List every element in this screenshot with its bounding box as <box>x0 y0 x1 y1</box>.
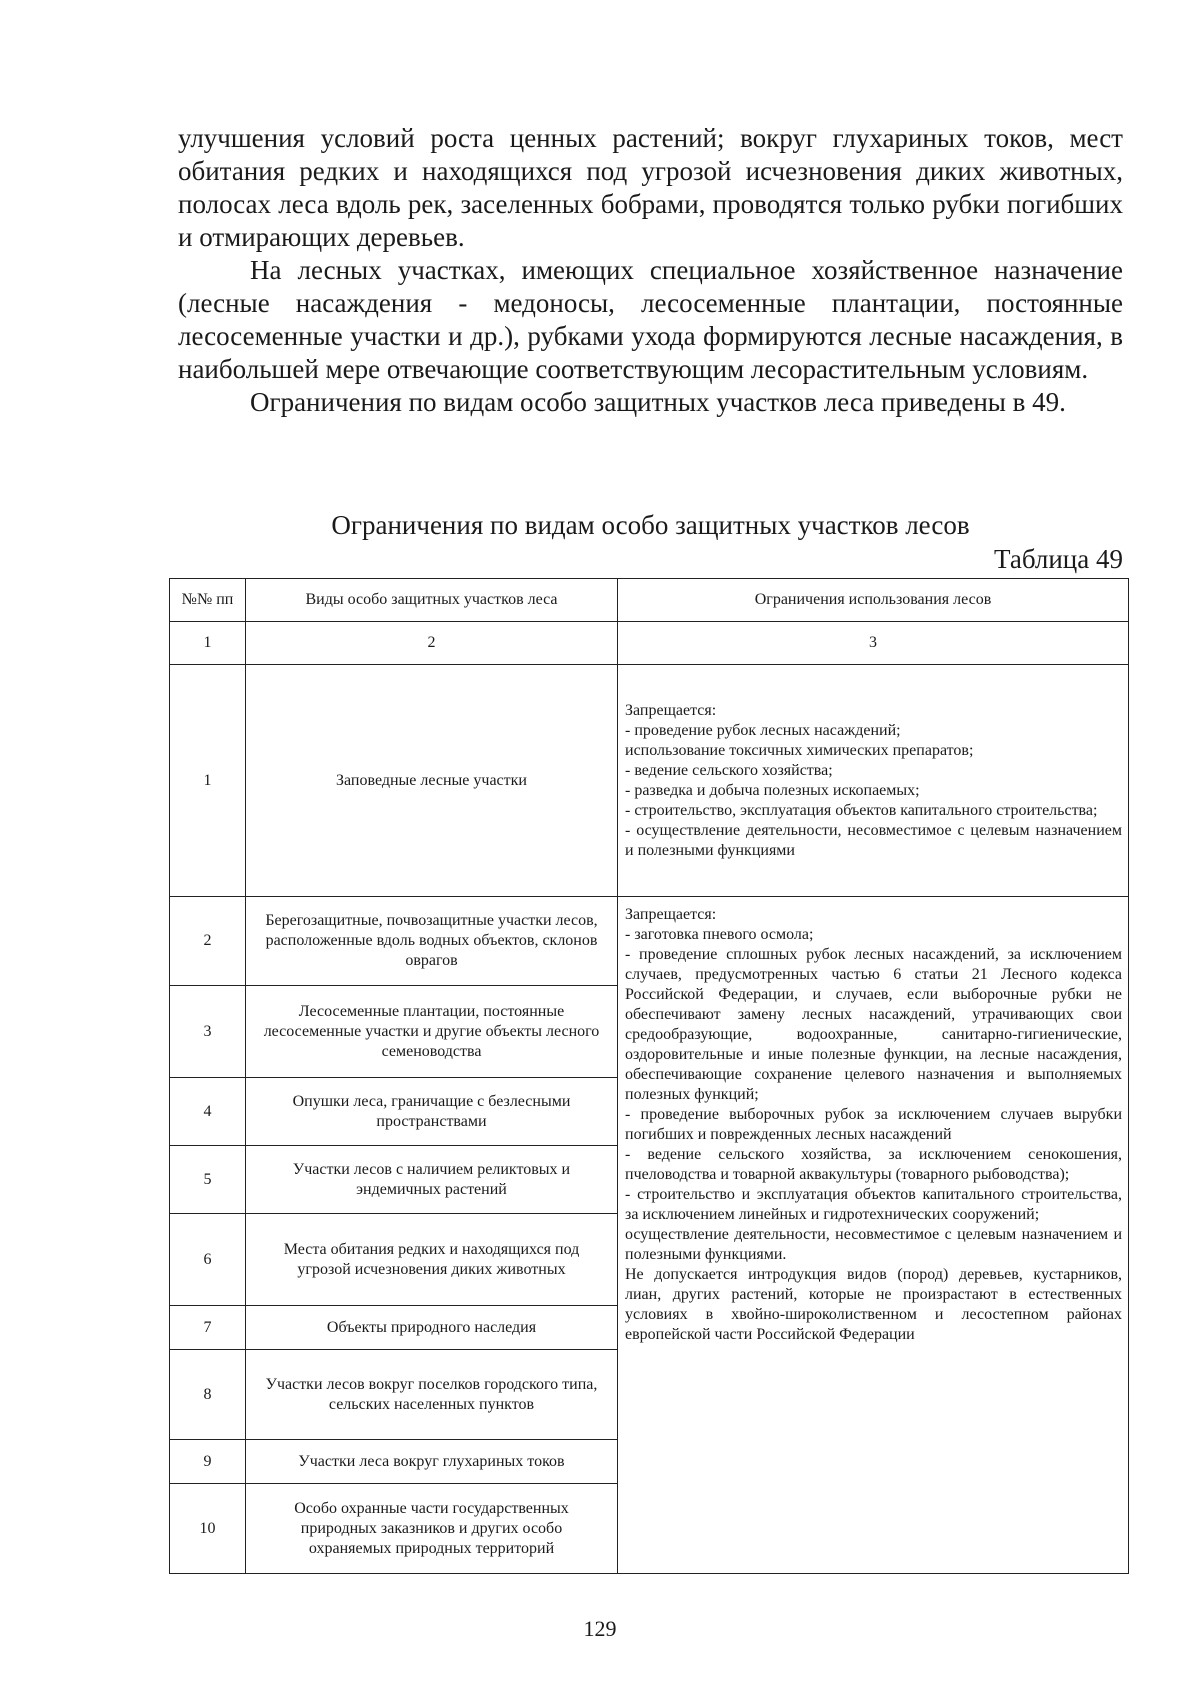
restriction-line: - проведение рубок лесных насаждений; <box>625 721 901 739</box>
row-number: 10 <box>170 1484 246 1574</box>
row-type: Особо охранные части государственных природных заказников и других особо охраняемых природных территорий <box>246 1484 618 1574</box>
row-number: 8 <box>170 1350 246 1440</box>
column-number-2: 2 <box>246 622 618 665</box>
row-type: Участки леса вокруг глухариных токов <box>246 1440 618 1484</box>
table-row <box>170 897 1129 986</box>
row-number: 9 <box>170 1440 246 1484</box>
body-text <box>178 122 1123 419</box>
row-number: 2 <box>170 897 246 986</box>
paragraph-3: Ограничения по видам особо защитных участков леса приведены в 49. <box>250 387 1066 417</box>
restriction-line: - проведение выборочных рубок за исключением случаев вырубки погибших и поврежденных лесных насаждений <box>625 1106 1122 1143</box>
restriction-line: Запрещается: <box>625 701 717 719</box>
restriction-line: Не допускается интродукция видов (пород) деревьев, кустарников, лиан, других растений, которые не произрастают в естественных условиях в хвойно-широколиственном и лесостепном районах европейской части Российской Федерации <box>625 1266 1122 1343</box>
restriction-line: - строительство, эксплуатация объектов капитального строительства; <box>625 801 1098 819</box>
row-number: 7 <box>170 1306 246 1350</box>
page-number: 129 <box>583 1616 617 1641</box>
restriction-line: Запрещается: <box>625 906 717 923</box>
table-label: Таблица 49 <box>994 544 1123 574</box>
row-type: Опушки леса, граничащие с безлесными пространствами <box>246 1078 618 1146</box>
restriction-line: - заготовка пневого осмола; <box>625 926 814 943</box>
table-row <box>170 665 1129 897</box>
table-title: Ограничения по видам особо защитных участков лесов <box>331 510 970 540</box>
row-type: Берегозащитные, почвозащитные участки лесов, расположенные вдоль водных объектов, склонов оврагов <box>246 897 618 986</box>
row-type: Места обитания редких и находящихся под угрозой исчезновения диких животных <box>246 1214 618 1306</box>
header-restrictions: Ограничения использования лесов <box>618 579 1129 622</box>
restriction-line: - осуществление деятельности, несовместимое с целевым назначением и полезными функциями <box>625 821 1122 859</box>
row-type: Участки лесов вокруг поселков городского типа, сельских населенных пунктов <box>246 1350 618 1440</box>
paragraph-2: На лесных участках, имеющих специальное хозяйственное назначение (лесные насаждения - медоносы, лесосеменные плантации, постоянные лесосеменные участки и др.), рубками ухода формируются лесные насаждения, в наибольшей мере отвечающие соответствующим лесорастительным условиям. <box>178 255 1123 384</box>
row-number: 4 <box>170 1078 246 1146</box>
row-type: Участки лесов с наличием реликтовых и эндемичных растений <box>246 1146 618 1214</box>
header-type: Виды особо защитных участков леса <box>246 579 618 622</box>
row-number: 1 <box>170 665 246 897</box>
restriction-line: осуществление деятельности, несовместимое с целевым назначением и полезными функциями. <box>625 1226 1122 1263</box>
paragraph-1: улучшения условий роста ценных растений; вокруг глухариных токов, мест обитания редких и находящихся под угрозой исчезновения диких животных, полосах леса вдоль рек, заселенных бобрами, проводятся только рубки погибших и отмирающих деревьев. <box>178 123 1123 252</box>
header-number: №№ пп <box>170 579 246 622</box>
row-type: Лесосеменные плантации, постоянные лесосеменные участки и другие объекты лесного семеноводства <box>246 986 618 1078</box>
row-number: 5 <box>170 1146 246 1214</box>
row-number: 6 <box>170 1214 246 1306</box>
column-number-3: 3 <box>618 622 1129 665</box>
restriction-line: - строительство и эксплуатация объектов капитального строительства, за исключением линейных и гидротехнических сооружений; <box>625 1186 1122 1223</box>
restriction-cell-1 <box>618 665 1129 897</box>
row-type: Заповедные лесные участки <box>246 665 618 897</box>
table-header-row <box>170 579 1129 622</box>
column-number-1: 1 <box>170 622 246 665</box>
restriction-line: - ведение сельского хозяйства; <box>625 761 833 779</box>
restriction-line: использование токсичных химических препаратов; <box>625 741 974 759</box>
row-type: Объекты природного наследия <box>246 1306 618 1350</box>
table-column-numbers-row <box>170 622 1129 665</box>
restriction-line: - проведение сплошных рубок лесных насаждений, за исключением случаев, предусмотренных частью 6 статьи 21 Лесного кодекса Российской Федерации, и случаев, если выборочные рубки не обеспечивают замену лесных насаждений, утрачивающих свои средообразующие, водоохранные, санитарно-гигиенические, оздоровительные и иные полезные функции, на лесные насаждения, обеспечивающие сохранение целевого назначения и выполняемых полезных функций; <box>625 946 1122 1103</box>
restrictions-table <box>169 578 1129 1574</box>
restriction-cell-2-10 <box>618 897 1129 1574</box>
restriction-line: - ведение сельского хозяйства, за исключением сенокошения, пчеловодства и товарной аквакультуры (товарного рыбоводства); <box>625 1146 1122 1183</box>
restriction-line: - разведка и добыча полезных ископаемых; <box>625 781 920 799</box>
row-number: 3 <box>170 986 246 1078</box>
